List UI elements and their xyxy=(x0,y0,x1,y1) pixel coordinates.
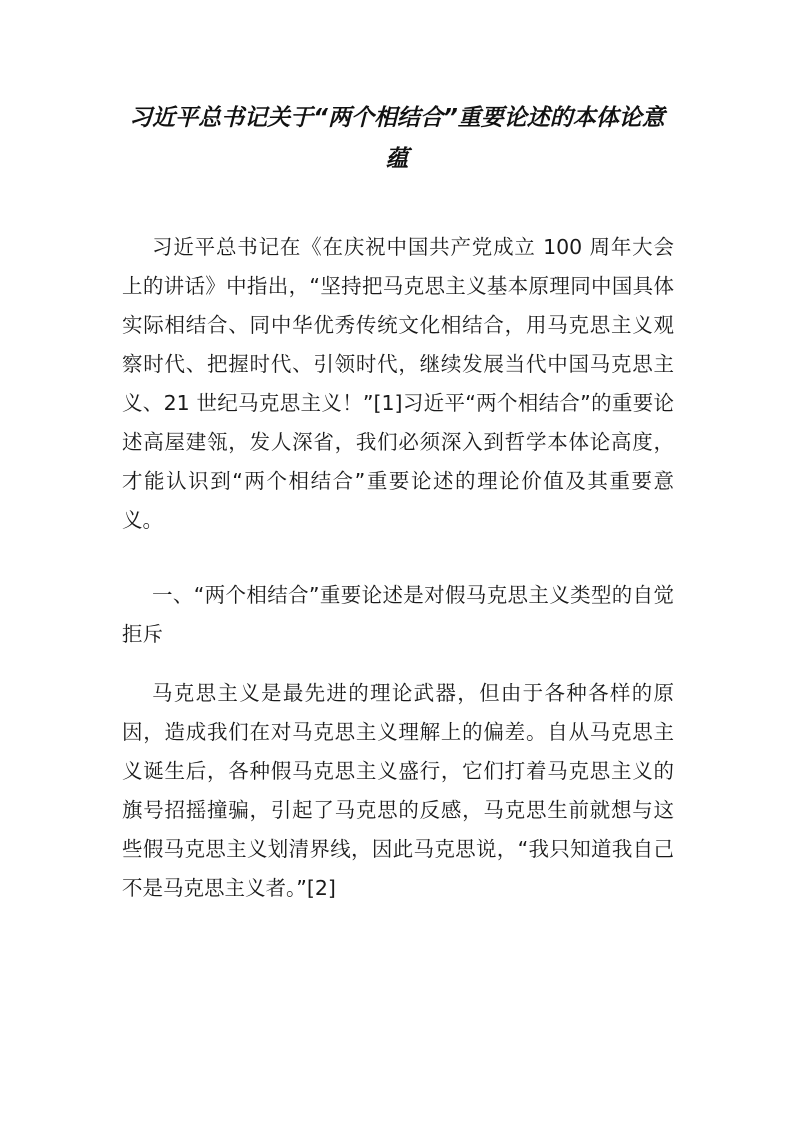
intro-paragraph: 习近平总书记在《在庆祝中国共产党成立 100 周年大会上的讲话》中指出，“坚持把马克思主义基本原理同中国具体实际相结合、同中华优秀传统文化相结合，用马克思主义观察时代、把握时代、引领时代，继续发展当代中国马克思主义、21 世纪马克思主义！”[1]习近平“两个相结合”的重要论述高屋建瓴，发人深省，我们必须深入到哲学本体论高度，才能认识到“两个相结合”重要论述的理论价值及其重要意义。 xyxy=(122,235,674,532)
section-paragraph: 马克思主义是最先进的理论武器，但由于各种各样的原因，造成我们在对马克思主义理解上的偏差。自从马克思主义诞生后，各种假马克思主义盛行，它们打着马克思主义的旗号招摇撞骗，引起了马克思的反感，马克思生前就想与这些假马克思主义划清界线，因此马克思说，“我只知道我自己不是马克思主义者。”[2] xyxy=(122,681,674,900)
document-title: 习近平总书记关于“两个相结合”重要论述的本体论意蕴 xyxy=(129,105,665,172)
section-heading: 一、“两个相结合”重要论述是对假马克思主义类型的自觉拒斥 xyxy=(122,583,674,646)
